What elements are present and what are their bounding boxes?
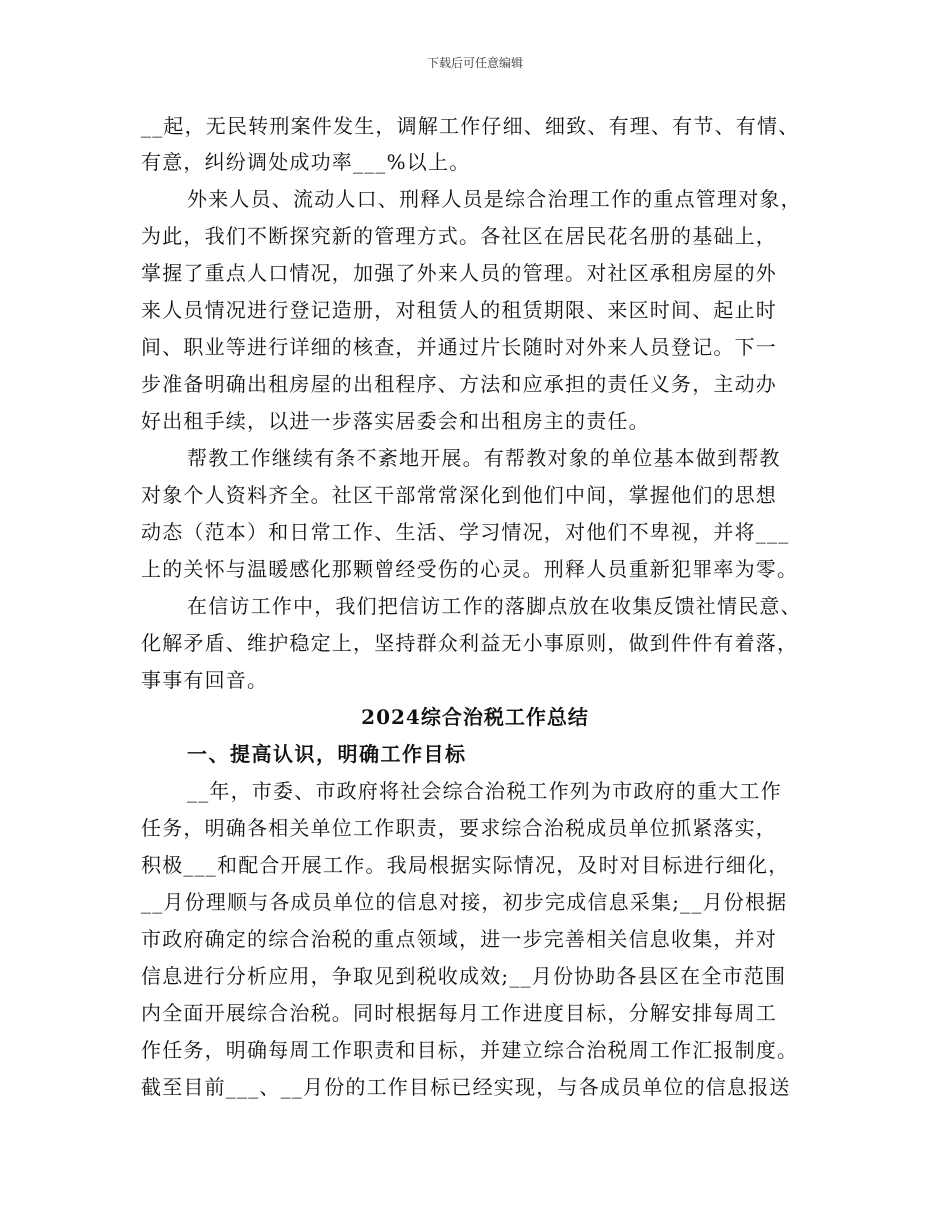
paragraph-line: __年，市委、市政府将社会综合治税工作列为市政府的重大工作 — [187, 779, 782, 803]
paragraph-line: 市政府确定的综合治税的重点领域，进一步完善相关信息收集，并对 — [141, 927, 777, 951]
paragraph-line: 积极___和配合开展工作。我局根据实际情况，及时对目标进行细化， — [141, 853, 790, 877]
paragraph-line: 来人员情况进行登记造册，对租赁人的租赁期限、来区时间、起止时 — [141, 298, 777, 322]
section-heading: 一、提高认识，明确工作目标 — [187, 742, 467, 766]
paragraph-line: 上的关怀与温暖感化那颗曾经受伤的心灵。刑释人员重新犯罪率为零。 — [141, 557, 799, 581]
paragraph-line: 内全面开展综合治税。同时根据每月工作进度目标，分解安排每周工 — [141, 1001, 777, 1025]
paragraph-line: 帮教工作继续有条不紊地开展。有帮教对象的单位基本做到帮教 — [187, 446, 781, 470]
paragraph-line: 在信访工作中，我们把信访工作的落脚点放在收集反馈社情民意、 — [187, 594, 802, 618]
paragraph-line: 间、职业等进行详细的核查，并通过片长随时对外来人员登记。下一 — [141, 335, 777, 359]
paragraph-line: 步准备明确出租房屋的出租程序、方法和应承担的责任义务，主动办 — [141, 372, 777, 396]
paragraph-line: 好出租手续，以进一步落实居委会和出租房主的责任。 — [141, 409, 650, 433]
paragraph-line: __起，无民转刑案件发生，调解工作仔细、细致、有理、有节、有情、 — [141, 114, 800, 138]
paragraph-line: 任务，明确各相关单位工作职责，要求综合治税成员单位抓紧落实， — [141, 816, 777, 840]
paragraph-line: 外来人员、流动人口、刑释人员是综合治理工作的重点管理对象， — [187, 187, 802, 211]
paragraph-line: 掌握了重点人口情况，加强了外来人员的管理。对社区承租房屋的外 — [141, 261, 777, 285]
paragraph-line: 化解矛盾、维护稳定上，坚持群众利益无小事原则，做到件件有着落， — [141, 631, 799, 655]
paragraph-line: 事事有回音。 — [141, 668, 269, 692]
paragraph-line: 截至目前___、__月份的工作目标已经实现，与各成员单位的信息报送 — [141, 1075, 791, 1099]
section-title: 2024综合治税工作总结 — [361, 705, 589, 729]
page-header: 下载后可任意编辑 — [426, 56, 523, 70]
paragraph-line: 对象个人资料齐全。社区干部常常深化到他们中间，掌握他们的思想 — [141, 483, 777, 507]
paragraph-line: 为此，我们不断探究新的管理方式。各社区在居民花名册的基础上， — [141, 224, 777, 248]
paragraph-line: 有意，纠纷调处成功率___%以上。 — [141, 150, 471, 174]
paragraph-line: 动态（范本）和日常工作、生活、学习情况，对他们不卑视，并将___ — [141, 520, 790, 544]
paragraph-line: __月份理顺与各成员单位的信息对接，初步完成信息采集;__月份根据 — [141, 890, 788, 914]
paragraph-line: 信息进行分析应用，争取见到税收成效;__月份协助各县区在全市范围 — [141, 964, 787, 988]
paragraph-line: 作任务，明确每周工作职责和目标，并建立综合治税周工作汇报制度。 — [141, 1038, 799, 1062]
